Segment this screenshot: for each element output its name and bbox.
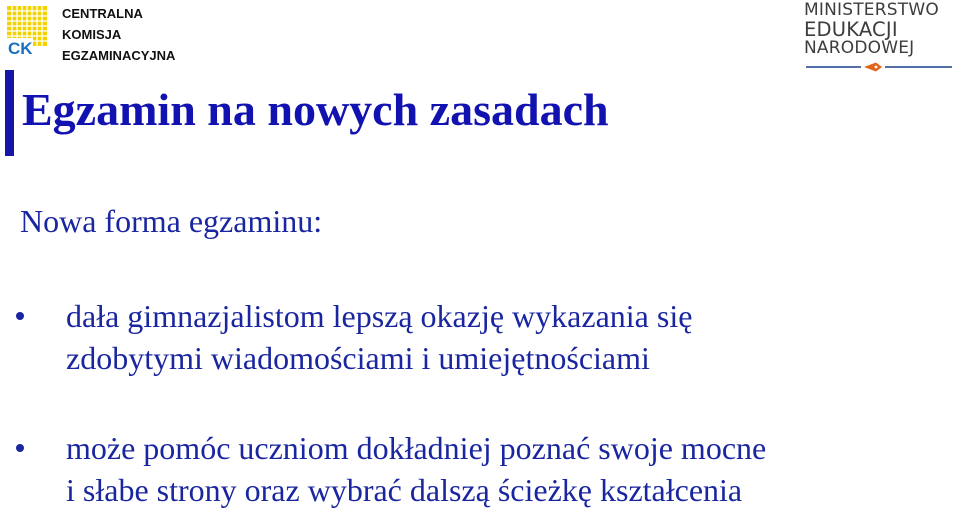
men-logo-line1: MINISTERSTWO — [804, 0, 939, 20]
men-logo-line3: NARODOWEJ — [804, 38, 915, 58]
bullet-text-line: zdobytymi wiadomościami i umiejętnościami — [66, 340, 650, 376]
bullet-dot-icon — [16, 444, 24, 452]
cke-badge-text: CK — [8, 39, 33, 58]
pen-nib-icon — [804, 61, 954, 73]
slide-title: Egzamin na nowych zasadach — [22, 84, 609, 135]
bullet-item — [0, 295, 960, 379]
cke-logo-icon — [4, 4, 52, 60]
men-logo-line2: EDUKACJI — [804, 18, 898, 41]
bullet-list — [0, 295, 960, 511]
title-accent-bar — [5, 70, 14, 156]
slide-subtitle: Nowa forma egzaminu: — [20, 203, 323, 239]
cke-name-line3: EGZAMINACYJNA — [62, 48, 176, 63]
cke-name-line2: KOMISJA — [62, 27, 122, 42]
bullet-dot-icon — [16, 312, 24, 320]
bullet-text-line: może pomóc uczniom dokładniej poznać swoje mocne — [66, 430, 767, 466]
bullet-text-line: i słabe strony oraz wybrać dalszą ścieżkę kształcenia — [66, 472, 743, 508]
cke-name — [62, 3, 175, 66]
men-logo — [804, 1, 954, 73]
bullet-item — [0, 427, 960, 511]
cke-name-line1: CENTRALNA — [62, 6, 143, 21]
bullet-text-line: dała gimnazjalistom lepszą okazję wykazania się — [66, 298, 693, 334]
